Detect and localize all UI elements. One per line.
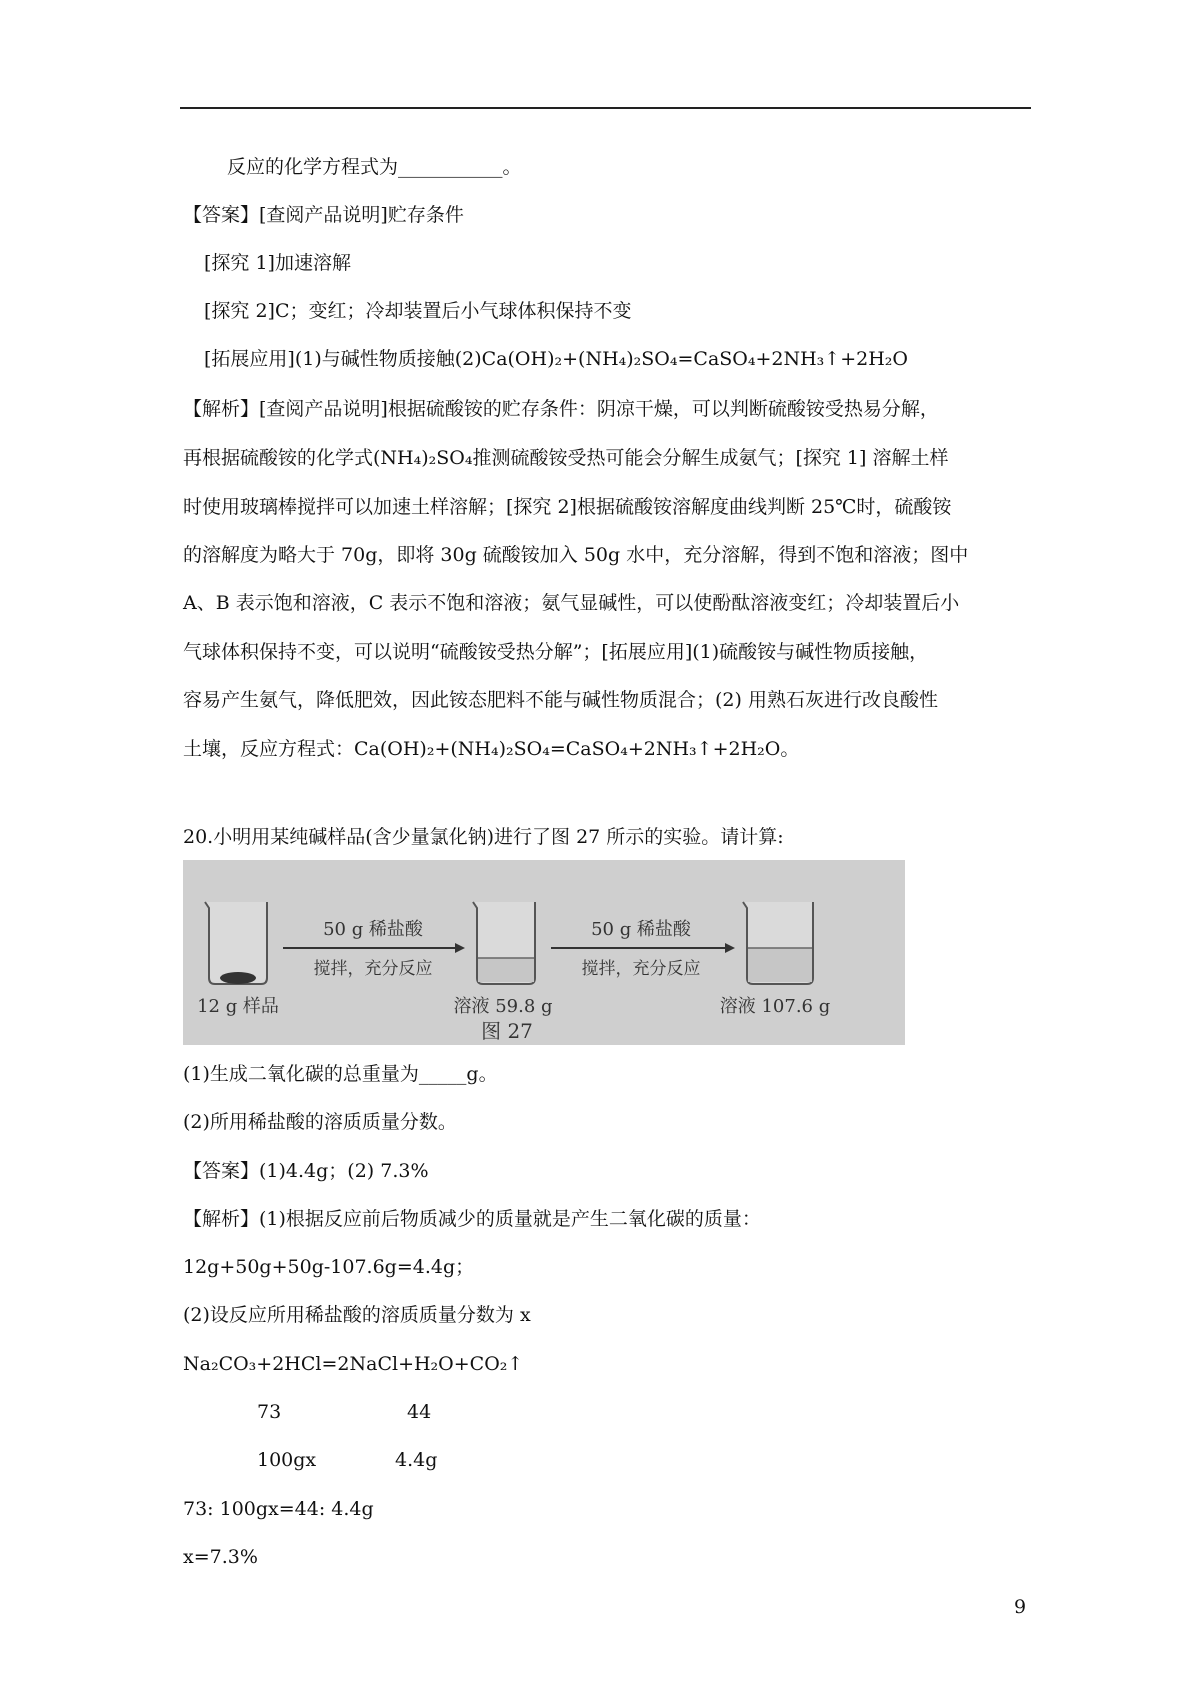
arrow-1-top-label: 50 g 稀盐酸	[323, 919, 423, 940]
question-line: 反应的化学方程式为___________。	[227, 156, 522, 178]
analysis-line	[183, 397, 939, 421]
arrow-2-head	[725, 943, 735, 953]
question-20-stem: 20.小明用某纯碱样品(含少量氯化钠)进行了图 27 所示的实验。请计算:	[183, 826, 784, 848]
result-line: x=7.3%	[183, 1546, 258, 1568]
analysis-label: 【解析】	[183, 398, 260, 420]
answer-line: [拓展应用](1)与碱性物质接触(2)Ca(OH)₂+(NH₄)₂SO₄=CaSO₄+2NH₃↑+2H₂O	[204, 348, 908, 370]
figure-caption: 图 27	[481, 1019, 533, 1043]
sample-pile	[220, 972, 256, 984]
calculation-line: 12g+50g+50g-107.6g=4.4g；	[183, 1256, 475, 1278]
answer-line: [探究 2]C；变红；冷却装置后小气球体积保持不变	[204, 300, 632, 322]
analysis-line: 容易产生氨气，降低肥效，因此铵态肥料不能与碱性物质混合；(2) 用熟石灰进行改良酸性	[183, 689, 938, 711]
sub-question-2: (2)所用稀盐酸的溶质质量分数。	[183, 1111, 457, 1133]
molar-mass-co2: 44	[407, 1401, 432, 1423]
answer-line: [探究 1]加速溶解	[204, 252, 351, 274]
analysis-text: (1)根据反应前后物质减少的质量就是产生二氧化碳的质量：	[259, 1208, 761, 1230]
analysis-line: 的溶解度为略大于 70g，即将 30g 硫酸铵加入 50g 水中，充分溶解，得到不饱和溶液；图中	[183, 544, 969, 566]
solution-level	[748, 948, 812, 982]
answer-label: 【答案】	[183, 204, 260, 226]
beaker-1-label: 12 g 样品	[197, 996, 279, 1017]
answer-text: [查阅产品说明]贮存条件	[259, 204, 464, 226]
experiment-diagram	[183, 860, 905, 1045]
analysis-line	[183, 1207, 761, 1231]
mass-co2: 4.4g	[395, 1449, 438, 1471]
arrow-1-head	[455, 943, 465, 953]
mass-hcl: 100gx	[257, 1449, 317, 1471]
arrow-1-bottom-label: 搅拌，充分反应	[313, 959, 433, 979]
beaker-3	[743, 902, 813, 984]
solution-level	[478, 958, 534, 982]
arrow-2-bottom-label: 搅拌，充分反应	[581, 959, 701, 979]
analysis-line: 时使用玻璃棒搅拌可以加速土样溶解；[探究 2]根据硫酸铵溶解度曲线判断 25℃时，硫酸铵	[183, 496, 952, 518]
sub-question-1: (1)生成二氧化碳的总重量为_____g。	[183, 1063, 498, 1085]
experiment-figure	[183, 860, 905, 1045]
answer-text: (1)4.4g；(2) 7.3%	[259, 1160, 429, 1182]
analysis-line: (2)设反应所用稀盐酸的溶质质量分数为 x	[183, 1304, 531, 1326]
answer-block-2	[183, 1159, 429, 1183]
ratio-line: 73: 100gx=44: 4.4g	[183, 1498, 374, 1520]
analysis-line: A、B 表示饱和溶液，C 表示不饱和溶液；氨气显碱性，可以使酚酞溶液变红；冷却装置后小	[183, 592, 960, 614]
analysis-line: 再根据硫酸铵的化学式(NH₄)₂SO₄推测硫酸铵受热可能会分解生成氨气；[探究 1] 溶解土样	[183, 447, 949, 469]
answer-label: 【答案】	[183, 1160, 260, 1182]
molar-mass-hcl: 73	[257, 1401, 282, 1423]
beaker-2	[473, 902, 535, 984]
beaker-3-label: 溶液 107.6 g	[719, 996, 831, 1017]
analysis-text: [查阅产品说明]根据硫酸铵的贮存条件：阴凉干燥，可以判断硫酸铵受热易分解，	[259, 398, 939, 420]
page-number: 9	[1014, 1596, 1027, 1618]
analysis-label: 【解析】	[183, 1208, 260, 1230]
chemical-equation: Na₂CO₃+2HCl=2NaCl+H₂O+CO₂↑	[183, 1353, 524, 1375]
arrow-2-top-label: 50 g 稀盐酸	[591, 919, 691, 940]
analysis-line: 土壤，反应方程式：Ca(OH)₂+(NH₄)₂SO₄=CaSO₄+2NH₃↑+2H₂O。	[183, 738, 800, 760]
beaker-2-label: 溶液 59.8 g	[453, 996, 553, 1017]
header-rule	[180, 107, 1031, 109]
analysis-line: 气球体积保持不变，可以说明“硫酸铵受热分解”；[拓展应用](1)硫酸铵与碱性物质接触，	[183, 641, 929, 663]
answer-block-1	[183, 203, 464, 227]
beaker-1	[205, 902, 267, 984]
